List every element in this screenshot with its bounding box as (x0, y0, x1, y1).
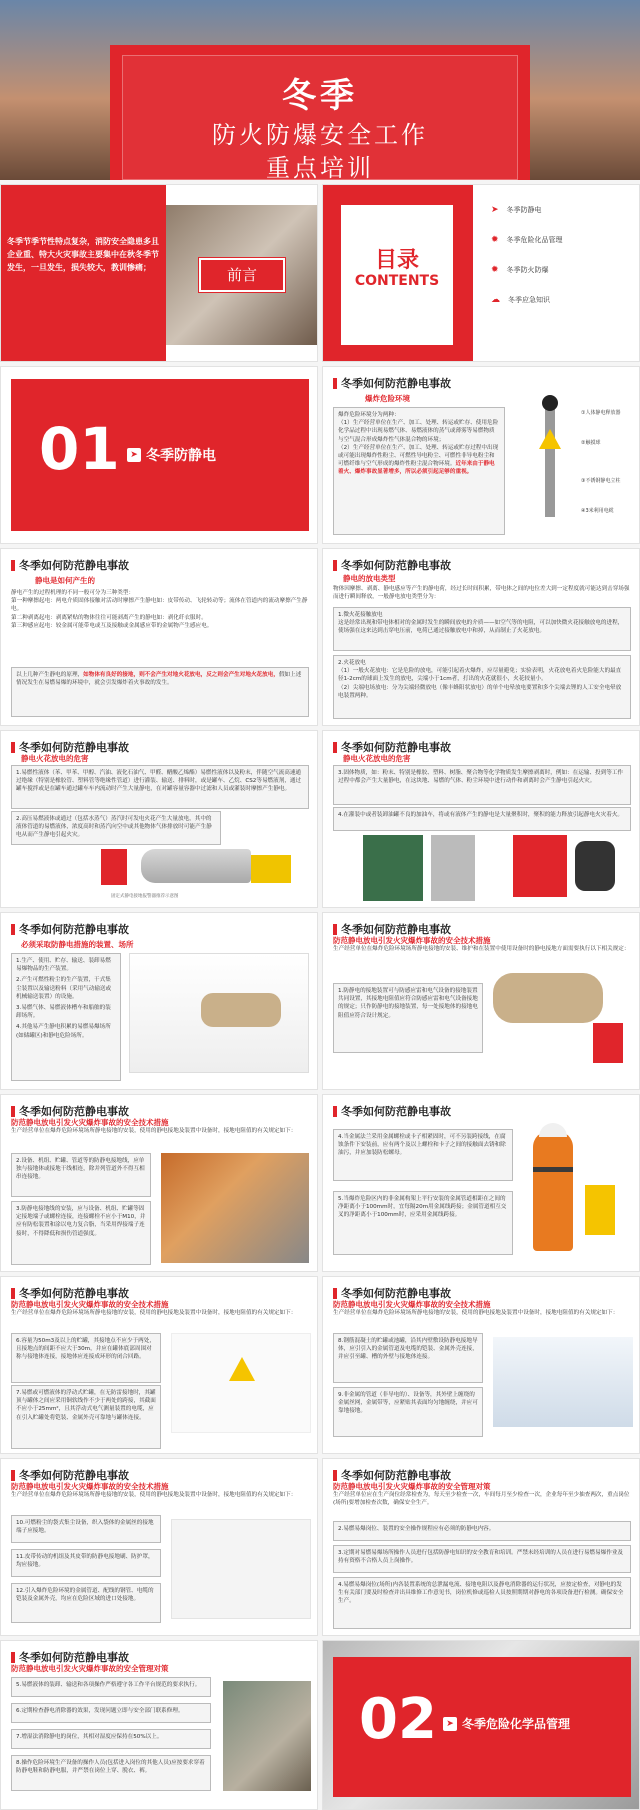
preface-label: 前言 (226, 266, 257, 284)
slide-subtitle: 静电火花放电的危害 (21, 754, 89, 763)
mgmt-box-2: 2.易燃易爆岗位、装置的安全操作规程应有必须的防静电内容。 (333, 1521, 631, 1541)
slide-intro: 生产经营单位应在生产岗位经常检查为，每天至少检查一次，车间每月至少检查一次，企业每年至少抽查两次，重点岗位(场所)要增加检查次数，确保安全生产。 (333, 1492, 630, 1507)
slide-title: 冬季如何防范静电事故 (11, 1103, 129, 1119)
slide-discharge-types (322, 548, 640, 726)
slide-title: 冬季如何防范静电事故 (333, 557, 451, 573)
section-02-slide (322, 1640, 640, 1810)
slide-title: 冬季如何防范静电事故 (11, 739, 129, 755)
worker-helmet (539, 1123, 567, 1137)
slide-subtitle: 防范静电放电引发火灾爆炸事故的安全技术措施 (11, 1118, 169, 1127)
discharge-box-2: 2.火花放电 （1）一般火花放电：它是危险的放电，可能引起着火爆炸，应尽量避免；实验表明，火花放电着火危险能大的最直径1-2cm的球面上发生的放电，尖端小于1cm者，打出的火花就很小，火花较量小。 （2）尖端电场放电：分为尖端轻微放电（像丰蜂阳状放电）的单个电晕放电要置和多个尖端去锂的人工安全电晕放电装置两种。 (333, 655, 631, 719)
red-alarm-box-image (593, 1023, 623, 1063)
measure-box-6: 6.容量为50m3及以上的贮罐，其接地点不应少于两处，且接地点的间距不应大于30m，并应在罐体底部周围对称与接地体连接，接地体应连接成环形的闭合回路。 (11, 1333, 161, 1383)
slide-title: 冬季如何防范静电事故 (11, 557, 129, 573)
place-item-1: 1.生产、使用、贮存、输送、装卸易燃易爆物品的生产装置。 (16, 958, 111, 973)
contents-en: CONTENTS (354, 273, 440, 289)
slide-subtitle: 防范静电放电引发火灾爆炸事故的安全技术措施 (11, 1300, 169, 1309)
mgmt-box-5: 5.易燃液体的装卸、输送和各项操作严格遵守各工作平台规范的要求执行。 (11, 1677, 211, 1697)
slide-spark-hazard-1 (0, 730, 318, 908)
equipment-image (431, 835, 475, 901)
mgmt-box-7: 7.增湿法消除静电的岗位，其相对湿度应保持在50%以上。 (11, 1729, 211, 1749)
slide-title: 冬季如何防范静电事故 (333, 375, 451, 391)
discharge-box-1: 1.微火花接触放电 这是经常出现和带电体相对的金属时发生的瞬间放电的介质——如空气等的电阻，可以加快微火花接触放电的进程，使场强在这来达到击穿电压前，电荷已通过接触放电中和掉，从而制止了火花放电。 (333, 607, 631, 651)
measure-box-7: 7.易燃或可燃液体的浮动式贮罐，在无防雷接地时，其罐顶与罐体之间应采用铜软线作不少于两处的跨接，其截面不应小于25mm²，且其浮动式电气测量装置的电缆，应在引入贮罐处将铠装、金属外壳可靠地与罐体连接。 (11, 1385, 161, 1449)
slide-subtitle: 防范静电放电引发火灾爆炸事故的安全管理对策 (11, 1664, 169, 1673)
slide-tech-measures-1 (322, 912, 640, 1090)
slide-title: 冬季如何防范静电事故 (333, 921, 451, 937)
clamp-image (585, 1185, 615, 1235)
slide-subtitle: 静电火花放电的危害 (343, 754, 411, 763)
red-cabinet-image (101, 849, 127, 885)
slide-spark-hazard-2 (322, 730, 640, 908)
section-01-label-row (127, 445, 216, 465)
slide-intro: 生产经营单位在爆炸危险环境场所静电接地的安装、维护和在装置中使用设备时的静电接地方面需要执行以下相关规定： (333, 946, 630, 952)
slide-title: 冬季如何防范静电事故 (333, 1467, 451, 1483)
hazard-box-4: 4.在灌装中或者装卸油罐不良的加油车，将或有液体产生的静电是大量聚积时，聚积的能力释放引起静电火灾着火。 (333, 807, 631, 831)
touch-ball (542, 395, 558, 411)
slide-subtitle: 必须采取防静电措施的装置、场所 (21, 940, 134, 949)
slide-subtitle: 静电是如何产生的 (35, 576, 95, 585)
contents-title: 目录 (374, 248, 419, 273)
slide-subtitle: 爆炸危险环境 (365, 394, 410, 403)
slide-tech-measures-6 (0, 1458, 318, 1636)
warning-sign-image (363, 835, 423, 901)
slide-static-origin (0, 548, 318, 726)
place-item-4: 4.其他易产生静电积累的易燃易爆场所(如储罐区)和静电危险场所。 (16, 1024, 111, 1039)
tanker-truck-image (141, 849, 251, 883)
slide-intro: 生产经营单位在爆炸危险环境场所静电接地的安装，使用的静电接地及装置中设备时，接地电阻值的有关规定如下： (11, 1492, 297, 1498)
tag-2: ②触摸球 (581, 440, 601, 446)
places-box (11, 953, 121, 1081)
red-box-image (513, 835, 567, 897)
hazard-box-2: 2.高压易燃液体或通过（包括水蒸气）蒸汽时可发电火花产生大量放电，其中的液体管道的易燃液体，浓度高时和蒸汽向空中或其他物体气体排放时可能产生静电从而产生静电引起火灾。 (11, 811, 221, 845)
contents-slide (322, 184, 640, 362)
slide-body: 物体因摩擦、剥离、静电感应等产生的静电荷，经过长时间积累，带电体之间的电位差大到一定程度就可能达到击穿场强而进行瞬间释放，一般静电放电类型分为： (333, 586, 630, 601)
place-item-3: 3.易燃气体、易燃液体槽车和船舶的装卸场所。 (16, 1005, 111, 1020)
mgmt-box-8: 8.操作危险环境生产设备的操作人员(包括进入岗位的其他人员)应按要求穿着防静电鞋和防静电服，并严禁在岗位上穿、脱衣、裤。 (11, 1755, 211, 1791)
slide-subtitle: 防范静电放电引发火灾爆炸事故的安全技术措施 (333, 1300, 491, 1309)
diagram-truck (201, 993, 281, 1027)
gear-icon: ✹ (491, 265, 499, 275)
slide-tech-measures-4 (0, 1276, 318, 1454)
mgmt-box-4: 4.易燃易爆岗位(场所)内各装置系统的总泄漏电流、接地电阻以及静电消除器的运行状况，应按定检查，对静电的发生有关部门要及时检查并出具维修工作意见书，岗位机修或巡检人员按照期期对静电的各项设备进行检测。确保安全生产。 (333, 1577, 631, 1629)
section-01-num: 01 (39, 415, 120, 483)
cover-subtitle-2: 重点培训 (266, 154, 374, 180)
hazard-box-1: 1.易燃性液体（苯、甲苯、甲醇、汽油、液化石油气、甲醛、醋酸乙烯酯）易燃性液体以及粉末，伴随空气流高速通过绝缘（特别是橡胶管、塑料管等绝缘性管道）进行灌装、输送、排料时，或是罐车、乙烷、CS2等易燃液剂，通过罐车搅拌或是在罐车通过罐车车内流动时产生大量静电，在对罐容量容器中过滤和人员或灌装时摩擦产生静电。 (11, 765, 309, 809)
pipes-image (171, 1519, 311, 1619)
section-02-num: 02 (359, 1687, 437, 1752)
tanker-image (493, 973, 603, 1023)
contents-item-3[interactable]: ✹ 冬季防火防爆 (491, 265, 549, 275)
section-02-label: 冬季危险化学品管理 (462, 1717, 571, 1731)
tag-4: ④3米利用电缆 (581, 508, 614, 514)
tag-3: ③不锈钢静电立柱 (581, 478, 621, 484)
slide-subtitle: 防范静电放电引发火灾爆炸事故的安全管理对策 (333, 1482, 491, 1491)
slide-subtitle: 静电的放电类型 (343, 574, 396, 583)
gear-icon: ✹ (491, 235, 499, 245)
measure-box-8: 8.钢筋混凝土的贮罐或池罐，沿其内壁敷设防静电接地导体，应引引入的金属管道及电缆的铠装、金属外壳连接，并应引至罐、槽的外壁与接地体连接。 (333, 1333, 483, 1383)
measure-box-10: 10.可燃粉尘的袋式集尘设备，织入袋体的金属丝的接地端子应接地。 (11, 1515, 161, 1543)
slide-management-2 (0, 1640, 318, 1810)
measure-box-11: 11.皮带传动的机组及其皮带的防静电接地刷、防护罩，均应接地。 (11, 1549, 161, 1577)
note-box: 以上几种产生静电的原理，如物体有良好的接地，则不会产生对地火花放电，反之则会产生对地火花放电，假如上述情况发生在易燃易爆的环境中，就会引发爆炸着火事故的发生。 (11, 667, 309, 717)
slide-title: 冬季如何防范静电事故 (11, 1649, 129, 1665)
slide-subtitle: 防范静电放电引发火灾爆炸事故的安全技术措施 (333, 936, 491, 945)
grounding-photo (161, 1153, 309, 1263)
slide-intro: 生产经营单位在爆炸危险环境场所静电接地的安装，使用的静电接地及装置中设备时，接地电阻值的有关规定如下： (11, 1128, 297, 1134)
slide-title: 冬季如何防范静电事故 (11, 1285, 129, 1301)
worker-image (533, 1131, 573, 1251)
preface-slide (0, 184, 318, 362)
slide-subtitle: 防范静电放电引发火灾爆炸事故的安全技术措施 (11, 1482, 169, 1491)
slide-management-1 (322, 1458, 640, 1636)
measure-box-9: 9.非金属的管道（非导电的）、设备等，其外壁上缠绕的金属丝网，金属带等，应紧贴其表面均匀地缠绕，并应可靠地接地。 (333, 1387, 483, 1437)
measure-box-4: 4.当金属法兰采用金属螺栓或卡子相紧固时，可不另装跨接线，在腐蚀条件下安装前，应有两个及以上螺栓和卡子之间的接触面去锈和除油污，并应加装防松螺母。 (333, 1129, 513, 1181)
cover-title: 冬季 (282, 76, 358, 116)
slide-required-places (0, 912, 318, 1090)
measure-box-12: 12.引入爆炸危险环境的金属管道、配线的钢管、电缆的铠装及金属外壳，均应在危险区域的进口处接地。 (11, 1583, 161, 1623)
slide-body: 静电产生的过程机理的不同一般可分为三种类型： 第一种摩擦起电：两电介质固体接触对活动时摩擦产生静电如：皮带传动、飞轮转动等；流体在管道内的流动摩擦产生静电。 第二种剥离起电：剥离紧贴的物体往往可能剥离产生的静电如：剥化纤衣服时。 第三种感应起电：较金属可能带电或互及接触或金属感应带的金属物产生感应电。 (11, 590, 308, 629)
paper-plane-icon: ➤ (127, 448, 141, 462)
cover-slide (0, 0, 640, 180)
measure-box-2: 2.设备、机组、贮罐、管道等的防静电接地线，应单独与接地体或接地干线相连，除并列管道外不得互相串连接地。 (11, 1153, 151, 1197)
truck-cab (251, 855, 291, 883)
slide-tech-measures-2 (0, 1094, 318, 1272)
static-discharger-image (545, 397, 555, 517)
cable-reel-image (575, 841, 615, 891)
grounding-clamp-image (223, 1681, 311, 1791)
section-02-label-row (443, 1715, 570, 1732)
paper-plane-icon: ➤ (491, 205, 499, 215)
measure-box-1: 1.防静电的接地装置可与防感应雷和电气设备的接地装置共同设置，其接地电阻值应符合防感应雷和电气设备接地的规定；只作防静电的接地装置，每一处接地体的接地电阻值应符合设计规定。 (333, 983, 483, 1053)
image-caption: 固定式静电接地报警器推荐示意图 (111, 894, 179, 899)
slide-intro: 生产经营单位在爆炸危险环境场所静电接地的安装，使用的静电接地及装置中设备时，接地电阻值的有关规定如下： (333, 1310, 619, 1316)
measure-box-3: 3.防静电接地线的安装，应与设备、机组、贮罐等固定接地端子或螺栓连接，连接螺栓不应小于M10，并应有防松装置和涂以电力复合脂，当采用焊接端子连接时，不得降低和损伤管道强度。 (11, 1201, 151, 1265)
slide-title: 冬季如何防范静电事故 (333, 739, 451, 755)
slide-explosive-environment (322, 366, 640, 544)
pipe-rack-image (493, 1337, 633, 1427)
contents-item-1[interactable]: ➤ 冬季防静电 (491, 205, 542, 215)
paper-plane-icon: ➤ (443, 1717, 457, 1731)
slide-title: 冬季如何防范静电事故 (333, 1103, 451, 1119)
slide-tech-measures-5 (322, 1276, 640, 1454)
tag-1: ①人体静电释放器 (581, 410, 621, 416)
warning-sign (539, 429, 561, 449)
mgmt-box-6: 6.定期检查静电消除器的效果，发现问题立即与安全部门联系修理。 (11, 1703, 211, 1723)
mgmt-box-3: 3.定期对易燃易爆场所操作人员进行包括防静电知识的安全教育和培训。严禁未经培训的人员在进行易燃易爆作业及持有资格不合格人员上岗操作。 (333, 1545, 631, 1573)
slide-title: 冬季如何防范静电事故 (333, 1285, 451, 1301)
contents-item-2[interactable]: ✹ 冬季危险化品管理 (491, 235, 563, 245)
hazard-box-3: 3.固体物质，如：粉末、特别是橡胶、塑料、树脂、聚合物等化学物质发生摩擦剥离时，例如：在运输、投到等工作过程中都会产生大量静电，在这块地、易燃的气体、粉尘环境中进行动作和剥离时会产生静电引起火灾。 (333, 765, 631, 805)
preface-text: 冬季节季节性特点复杂，消防安全隐患多且企业重、特大火灾事故主要集中在秋冬季节发生，一旦发生，损失较大，教训惨痛； (7, 237, 159, 272)
grounding-clips-image (171, 1333, 311, 1433)
slide-intro: 生产经营单位在爆炸危险环境场所静电接地的安装，使用的静电接地及装置中设备时，接地电阻值的有关规定如下： (11, 1310, 297, 1316)
measure-box-5: 5.当爆炸危险区内的非金属构架上平行安装的金属管道相距在之间的净距离小于100mm时，宜每隔20m用金属线跨接；金属管道相互交叉的净距离小于100mm时，应采用金属线跨接。 (333, 1191, 513, 1255)
section-01-slide (0, 366, 318, 544)
contents-item-4[interactable]: ☁ 冬季应急知识 (491, 295, 550, 305)
place-item-2: 2.产生可燃性粉尘的生产装置，干式集尘装置以及输送粉料（采用气动输送或机械输送装置）的设施。 (16, 977, 112, 1000)
cloud-icon: ☁ (491, 295, 500, 305)
slide-tech-measures-3 (322, 1094, 640, 1272)
content-box: 爆炸危险环境分为两种： （1）生产经营单位在生产、加工、处理、转运或贮存、使用危险化学品过程中出现易燃气体、易燃液体的蒸气或薄雾等易燃物质与空气混合形成爆炸性气体混合物的环境； （2）生产经营单位在生产、加工、处理、转运或贮存过程中出现或可能出现爆炸性粉尘、可燃性导电粉尘、可燃性非导电粉尘和可燃纤维与空气形成的爆炸性粉尘混合物环境。近年来由于静电着火、爆炸事故显著增多，所以必须引起足够的重视。 (333, 407, 505, 535)
slide-title: 冬季如何防范静电事故 (11, 1467, 129, 1483)
cover-subtitle-1: 防火防爆安全工作 (212, 121, 428, 149)
slide-title: 冬季如何防范静电事故 (11, 921, 129, 937)
section-01-label: 冬季防静电 (146, 448, 216, 464)
